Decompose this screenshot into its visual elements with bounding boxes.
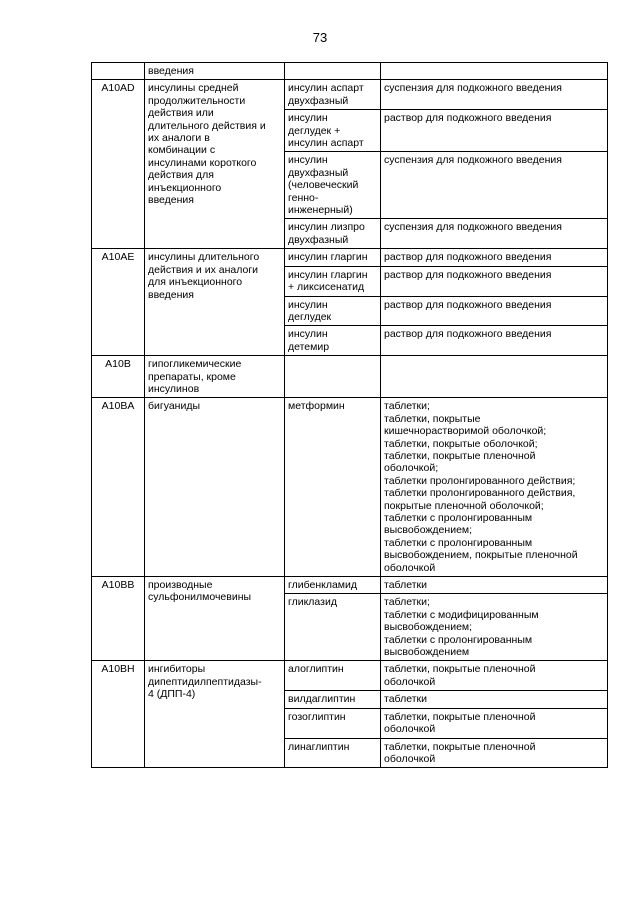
drug-name: линаглиптин — [285, 738, 381, 768]
dosage-form: суспензия для подкожного введения — [381, 152, 608, 219]
drug-name: инсулин аспарт двухфазный — [285, 80, 381, 110]
atc-code: A10AE — [92, 249, 145, 356]
dosage-form: суспензия для подкожного введения — [381, 219, 608, 249]
table-row — [92, 661, 608, 691]
page-number: 73 — [312, 30, 328, 45]
dosage-form: таблетки; таблетки, покрытые кишечнорастворимой оболочкой; таблетки, покрытые оболочкой; таблетки, покрытые пленочной оболочкой; таблетки пролонгированного действия; таблетки пролонгированного действия, покрытые пленочной оболочкой; таблетки с пролонгированным высвобождением; таблетки с пролонгированным высвобождением, покрытые пленочной оболочкой — [381, 398, 608, 577]
drug-name: вилдаглиптин — [285, 691, 381, 708]
group-name: гипогликемические препараты, кроме инсулинов — [145, 356, 285, 398]
atc-code: A10AD — [92, 80, 145, 249]
dosage-form: таблетки, покрытые пленочной оболочкой — [381, 661, 608, 691]
dosage-form: таблетки; таблетки с модифицированным высвобождением; таблетки с пролонгированным высвобождением — [381, 594, 608, 661]
table-row — [92, 249, 608, 266]
drug-name: инсулин гларгин + ликсисенатид — [285, 266, 381, 296]
drug-name — [285, 356, 381, 398]
dosage-form: таблетки, покрытые пленочной оболочкой — [381, 708, 608, 738]
dosage-form: суспензия для подкожного введения — [381, 80, 608, 110]
dosage-form: раствор для подкожного введения — [381, 326, 608, 356]
group-name: введения — [145, 63, 285, 80]
dosage-form: раствор для подкожного введения — [381, 249, 608, 266]
drug-name: метформин — [285, 398, 381, 577]
dosage-form — [381, 63, 608, 80]
group-name: бигуаниды — [145, 398, 285, 577]
drug-table — [91, 62, 608, 768]
group-name: производные сульфонилмочевины — [145, 577, 285, 661]
drug-name: глибенкламид — [285, 577, 381, 594]
atc-code: A10BB — [92, 577, 145, 661]
table-row — [92, 356, 608, 398]
atc-code: A10B — [92, 356, 145, 398]
drug-name: гозоглиптин — [285, 708, 381, 738]
table-row — [92, 577, 608, 594]
drug-name: гликлазид — [285, 594, 381, 661]
table-row — [92, 398, 608, 577]
dosage-form: таблетки, покрытые пленочной оболочкой — [381, 738, 608, 768]
dosage-form: раствор для подкожного введения — [381, 110, 608, 152]
drug-name: инсулин детемир — [285, 326, 381, 356]
drug-name: инсулин гларгин — [285, 249, 381, 266]
dosage-form: раствор для подкожного введения — [381, 266, 608, 296]
atc-code: A10BA — [92, 398, 145, 577]
drug-name — [285, 63, 381, 80]
dosage-form — [381, 356, 608, 398]
dosage-form: таблетки — [381, 577, 608, 594]
atc-code — [92, 63, 145, 80]
drug-name: инсулин деглудек — [285, 296, 381, 326]
atc-code: A10BH — [92, 661, 145, 768]
drug-name: инсулин деглудек + инсулин аспарт — [285, 110, 381, 152]
group-name: инсулины средней продолжительности действия или длительного действия и их аналоги в комбинации с инсулинами короткого действия для инъекционного введения — [145, 80, 285, 249]
drug-name: инсулин лизпро двухфазный — [285, 219, 381, 249]
group-name: инсулины длительного действия и их аналоги для инъекционного введения — [145, 249, 285, 356]
dosage-form: раствор для подкожного введения — [381, 296, 608, 326]
drug-name: алоглиптин — [285, 661, 381, 691]
group-name: ингибиторы дипептидилпептидазы- 4 (ДПП-4) — [145, 661, 285, 768]
drug-name: инсулин двухфазный (человеческий генно- инженерный) — [285, 152, 381, 219]
table-row — [92, 80, 608, 110]
table-row — [92, 63, 608, 80]
dosage-form: таблетки — [381, 691, 608, 708]
